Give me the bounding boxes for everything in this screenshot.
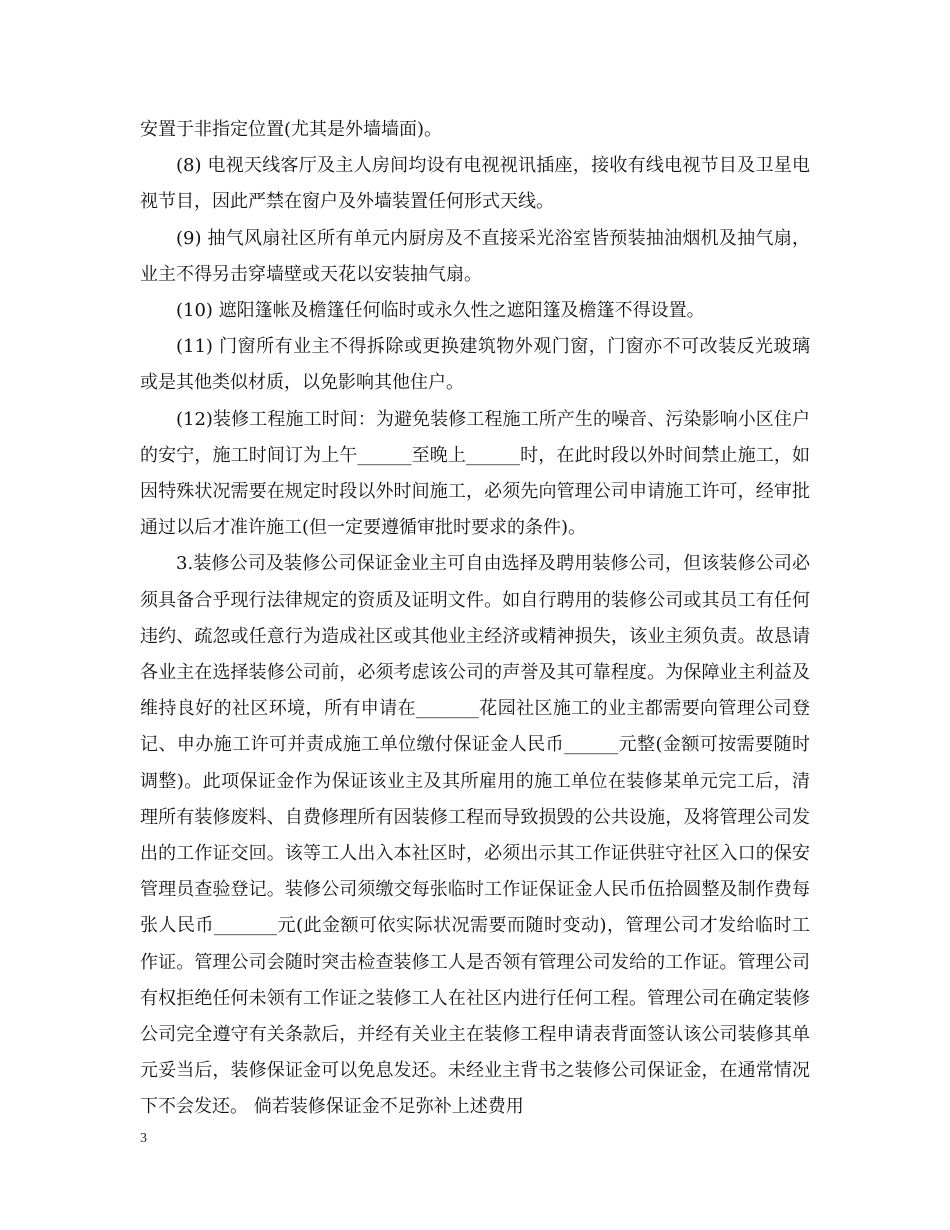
page-number: 3 xyxy=(140,1131,147,1146)
paragraph-item-8: (8) 电视天线客厅及主人房间均设有电视视讯插座，接收有线电视节目及卫星电视节目，因此严禁在窗户及外墙装置任何形式天线。 xyxy=(140,155,810,213)
paragraph-item-12: (12)装修工程施工时间：为避免装修工程施工所产生的噪音、污染影响小区住户的安宁，施工时间订为上午______至晚上______时，在此时段以外时间禁止施工，如因特殊状况需要在规定时段以外时间施工，必须先向管理公司申请施工许可，经审批通过以后才准许施工(但一定要遵循审批时要求的条件)。 xyxy=(140,408,810,539)
paragraph-item-9: (9) 抽气风扇社区所有单元内厨房及不直接采光浴室皆预装抽油烟机及抽气扇，业主不得另击穿墙壁或天花以安装抽气扇。 xyxy=(140,227,810,285)
paragraph-section-3: 3.装修公司及装修公司保证金业主可自由选择及聘用装修公司，但该装修公司必须具备合乎现行法律规定的资质及证明文件。如自行聘用的装修公司或其员工有任何违约、疏忽或任意行为造成社区或其他业主经济或精神损失，该业主须负责。故恳请各业主在选择装修公司前，必须考虑该公司的声誉及其可靠程度。为保障业主利益及维持良好的社区环境，所有申请在_______花园社区施工的业主都需要向管理公司登记、申办施工许可并责成施工单位缴付保证金人民币______元整(金额可按需要随时调整)。此项保证金作为保证该业主及其所雇用的施工单位在装修某单元完工后，清理所有装修废料、自费修理所有因装修工程而导致损毁的公共设施，及将管理公司发出的工作证交回。该等工人出入本社区时，必须出示其工作证供驻守社区入口的保安管理员查验登记。装修公司须缴交每张临时工作证保证金人民币伍拾圆整及制作费每张人民币_______元(此金额可依实际状况需要而随时变动)，管理公司才发给临时工作证。管理公司会随时突击检查装修工人是否领有管理公司发给的工作证。管理公司有权拒绝任何未领有工作证之装修工人在社区内进行任何工程。管理公司在确定装修公司完全遵守有关条款后，并经有关业主在装修工程申请表背面签认该公司装修其单元妥当后，装修保证金可以免息发还。未经业主背书之装修公司保证金，在通常情况下不会发还。 倘若装修保证金不足弥补上述费用 xyxy=(140,553,810,1118)
paragraph-continued: 安置于非指定位置(尤其是外墙墙面)。 xyxy=(140,119,443,140)
document-body xyxy=(140,112,810,1126)
paragraph-item-10: (10) 遮阳篷帐及檐篷任何临时或永久性之遮阳篷及檐篷不得设置。 xyxy=(176,300,705,322)
paragraph-item-11: (11) 门窗所有业主不得拆除或更换建筑物外观门窗，门窗亦不可改装反光玻璃或是其他类似材质，以免影响其他住户。 xyxy=(140,336,810,394)
